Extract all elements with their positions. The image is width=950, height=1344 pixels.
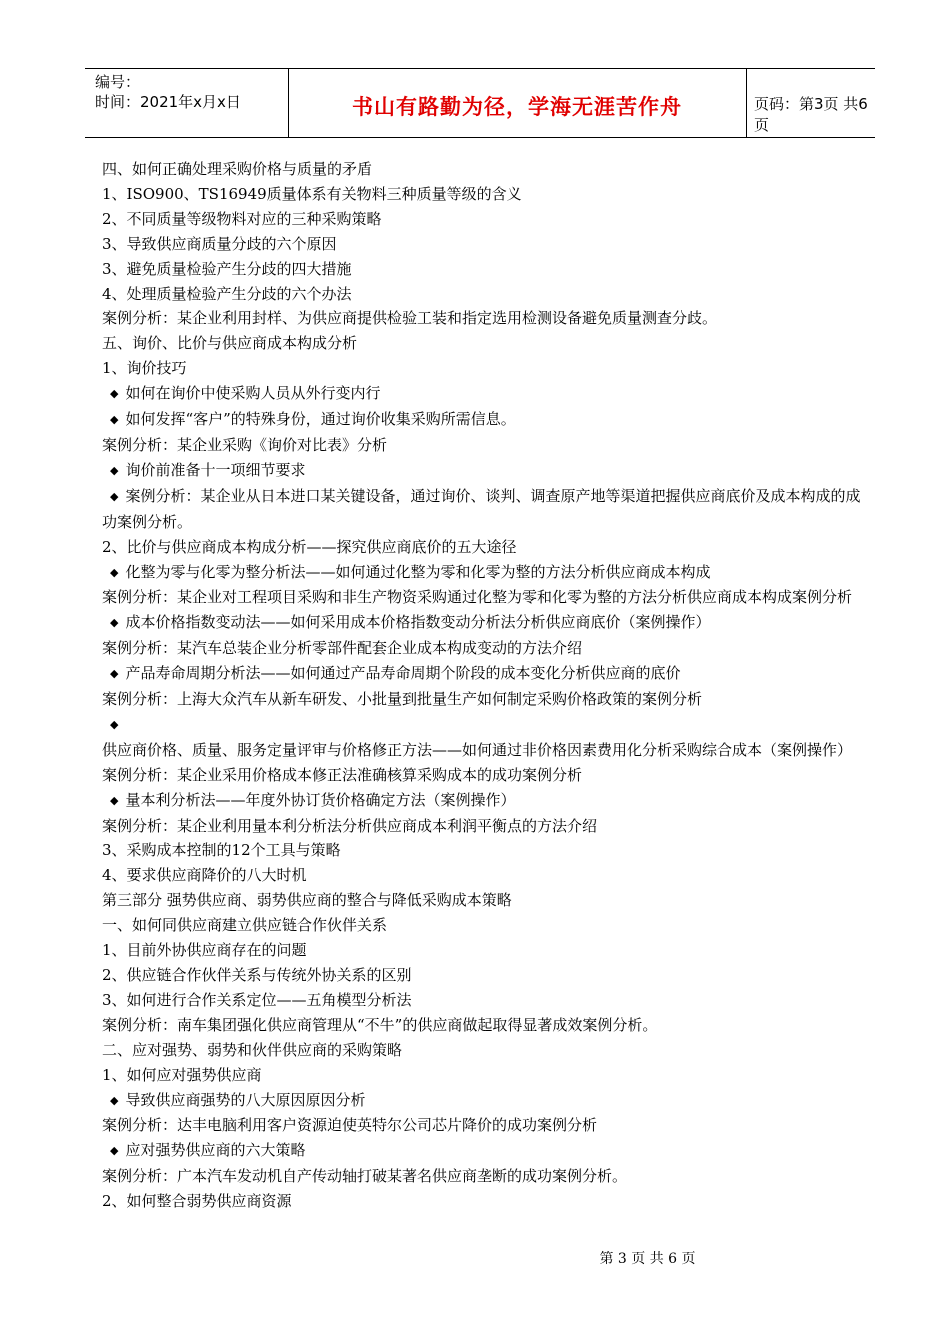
bullet-item [102, 610, 872, 636]
body-line [102, 938, 872, 963]
bullet-item [102, 712, 872, 763]
line-text: 产品寿命周期分析法——如何通过产品寿命周期个阶段的成本变化分析供应商的底价 [125, 664, 681, 683]
line-text: 量本利分析法——年度外协订货价格确定方法（案例操作） [125, 790, 516, 809]
header-motto: 书山有路勤为径，学海无涯苦作舟 [352, 95, 682, 119]
body-line [102, 838, 872, 863]
line-text: 3、如何进行合作关系定位——五角模型分析法 [102, 990, 412, 1009]
page-footer: 第 3 页 共 6 页 [599, 1251, 696, 1267]
header-motto-cell [288, 69, 747, 137]
diamond-bullet-icon: ◆ [110, 1144, 119, 1158]
body-line [102, 585, 872, 610]
line-text: 供应商价格、质量、服务定量评审与价格修正方法——如何通过非价格因素费用化分析采购综合成本（案例操作） [102, 740, 853, 759]
body-line [102, 232, 872, 257]
document-time-label: 时间：2021年x月x日 [95, 93, 241, 111]
body-line [102, 687, 872, 712]
body-line [102, 1164, 872, 1189]
body-line [102, 963, 872, 988]
diamond-bullet-icon: ◆ [110, 413, 119, 427]
bullet-item [102, 381, 872, 407]
body-line [102, 1113, 872, 1138]
line-text: 案例分析：某企业采用价格成本修正法准确核算采购成本的成功案例分析 [102, 765, 583, 784]
line-text: 应对强势供应商的六大策略 [125, 1141, 306, 1160]
line-text: 成本价格指数变动法——如何采用成本价格指数变动分析法分析供应商底价（案例操作） [125, 613, 711, 632]
diamond-bullet-icon: ◆ [110, 489, 119, 503]
line-text: 1、如何应对强势供应商 [102, 1065, 262, 1084]
line-text: 案例分析：某企业利用封样、为供应商提供检验工装和指定选用检测设备避免质量测查分歧。 [102, 309, 718, 328]
line-text: 2、如何整合弱势供应商资源 [102, 1192, 292, 1211]
bullet-item [102, 407, 872, 433]
body-line [102, 257, 872, 282]
line-text: 2、不同质量等级物料对应的三种采购策略 [102, 209, 382, 228]
line-text: 四、如何正确处理采购价格与质量的矛盾 [102, 160, 373, 178]
line-text: 1、目前外协供应商存在的问题 [102, 941, 307, 960]
body-line [102, 433, 872, 458]
line-text: 案例分析：上海大众汽车从新车研发、小批量到批量生产如何制定采购价格政策的案例分析 [102, 690, 703, 709]
page-header [85, 68, 875, 138]
body-line [102, 988, 872, 1013]
line-text: 3、采购成本控制的12个工具与策略 [102, 841, 341, 860]
body-line [102, 814, 872, 839]
body-line [102, 282, 872, 307]
diamond-bullet-icon: ◆ [110, 717, 119, 731]
line-text: 询价前准备十一项细节要求 [125, 460, 306, 479]
line-text: 案例分析：某企业采购《询价对比表》分析 [102, 435, 388, 454]
line-text: 3、导致供应商质量分歧的六个原因 [102, 234, 337, 253]
document-body [102, 157, 872, 1214]
line-text: 2、比价与供应商成本构成分析——探究供应商底价的五大途径 [102, 537, 517, 556]
body-line [102, 1063, 872, 1088]
body-line [102, 1038, 872, 1063]
line-text: 案例分析：广本汽车发动机自产传动轴打破某著名供应商垄断的成功案例分析。 [102, 1167, 628, 1186]
body-line [102, 356, 872, 381]
line-text: 案例分析：某汽车总装企业分析零部件配套企业成本构成变动的方法介绍 [102, 639, 583, 658]
bullet-item [102, 788, 872, 814]
header-page-cell [746, 69, 875, 137]
body-line [102, 331, 872, 356]
document-number-label: 编号： [95, 73, 141, 91]
line-text: 案例分析：达丰电脑利用客户资源迫使英特尔公司芯片降价的成功案例分析 [102, 1116, 598, 1135]
line-text: 导致供应商强势的八大原因原因分析 [125, 1090, 366, 1109]
bullet-item [102, 1138, 872, 1164]
line-text: 1、ISO900、TS16949质量体系有关物料三种质量等级的含义 [102, 184, 522, 203]
body-line [102, 863, 872, 888]
line-text: 案例分析：某企业对工程项目采购和非生产物资采购通过化整为零和化零为整的方法分析供应商成本构成案例分析 [102, 588, 853, 607]
body-line [102, 763, 872, 788]
line-text: 3、避免质量检验产生分歧的四大措施 [102, 259, 352, 278]
body-line [102, 888, 872, 913]
line-text: 如何在询价中使采购人员从外行变内行 [125, 384, 381, 403]
bullet-item [102, 484, 872, 535]
body-line [102, 535, 872, 560]
body-line [102, 306, 872, 331]
bullet-item [102, 458, 872, 484]
bullet-item [102, 560, 872, 586]
line-text: 二、应对强势、弱势和伙伴供应商的采购策略 [102, 1040, 403, 1059]
line-text: 2、供应链合作伙伴关系与传统外协关系的区别 [102, 966, 412, 984]
diamond-bullet-icon: ◆ [110, 793, 119, 807]
bullet-item [102, 1088, 872, 1114]
body-line [102, 1189, 872, 1214]
diamond-bullet-icon: ◆ [110, 387, 119, 401]
body-line [102, 157, 872, 182]
header-page-info: 页码：第3页 共6页 [754, 95, 868, 134]
line-text: 案例分析：某企业利用量本利分析法分析供应商成本利润平衡点的方法介绍 [102, 816, 598, 835]
body-line [102, 207, 872, 232]
line-text: 如何发挥“客户”的特殊身份，通过询价收集采购所需信息。 [125, 410, 516, 429]
line-text: 案例分析：南车集团强化供应商管理从“不牛”的供应商做起取得显著成效案例分析。 [102, 1015, 658, 1034]
body-line [102, 636, 872, 661]
line-text: 第三部分 强势供应商、弱势供应商的整合与降低采购成本策略 [102, 891, 512, 910]
diamond-bullet-icon: ◆ [110, 1093, 119, 1107]
diamond-bullet-icon: ◆ [110, 463, 119, 477]
line-text: 一、如何同供应商建立供应链合作伙伴关系 [102, 916, 388, 935]
body-line [102, 1013, 872, 1038]
body-line [102, 182, 872, 207]
line-text: 五、询价、比价与供应商成本构成分析 [102, 334, 358, 353]
diamond-bullet-icon: ◆ [110, 565, 119, 579]
line-text: 4、要求供应商降价的八大时机 [102, 866, 307, 885]
line-text: 化整为零与化零为整分析法——如何通过化整为零和化零为整的方法分析供应商成本构成 [125, 562, 711, 581]
body-line [102, 913, 872, 938]
diamond-bullet-icon: ◆ [110, 616, 119, 630]
diamond-bullet-icon: ◆ [110, 667, 119, 681]
header-meta-cell [85, 69, 289, 137]
line-text: 1、询价技巧 [102, 359, 187, 378]
bullet-item [102, 661, 872, 687]
line-text: 案例分析：某企业从日本进口某关键设备，通过询价、谈判、调查原产地等渠道把握供应商底价及成本构成的成功案例分析。 [102, 486, 861, 531]
line-text: 4、处理质量检验产生分歧的六个办法 [102, 284, 352, 303]
